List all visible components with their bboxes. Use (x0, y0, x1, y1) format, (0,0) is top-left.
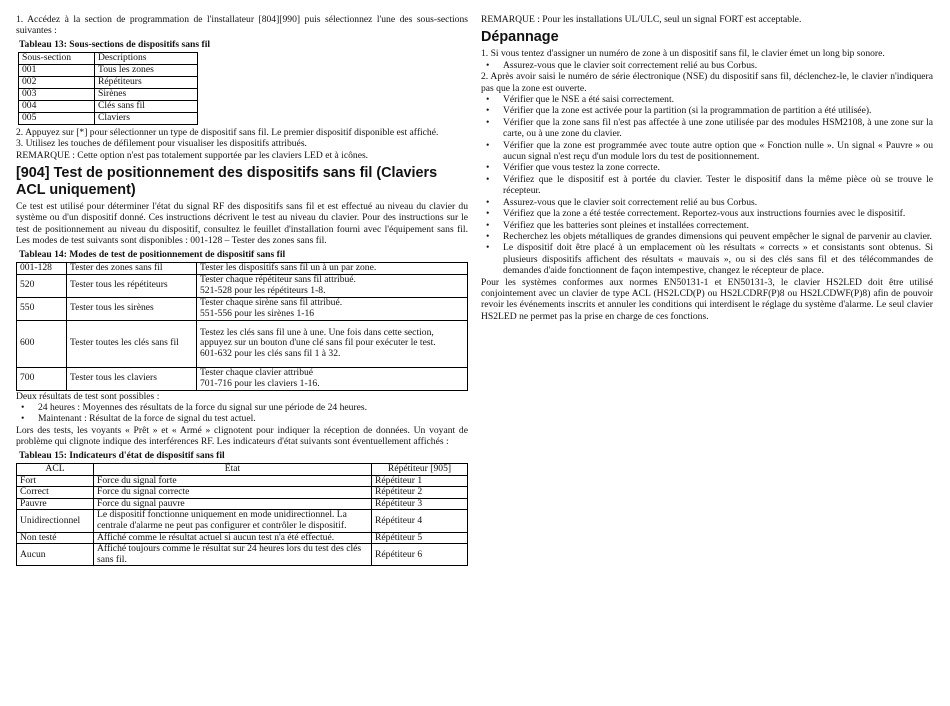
table-cell: Force du signal correcte (94, 487, 372, 499)
list-item: • Vérifiez que les batteries sont pleines et installées correctement. (481, 220, 933, 231)
table-cell: Affiché toujours comme le résultat sur 24 heures lors du test des clés sans fil. (94, 544, 372, 566)
table-cell: Tester des zones sans fil (67, 263, 197, 275)
list-item: • 24 heures : Moyennes des résultats de la force du signal sur une période de 24 heures. (16, 402, 468, 413)
step-3: 3. Utilisez les touches de défilement pour visualiser les dispositifs attribués. (16, 138, 307, 150)
section-heading-troubleshooting: Dépannage (481, 29, 559, 46)
remark-ul: REMARQUE : Pour les installations UL/ULC, seul un signal FORT est acceptable. (481, 14, 802, 25)
list-item: • Vérifier que la zone est programmée avec toute autre option que « Fonction nulle ». Un signal « Pauvre » ou aucun signal n'est reçu d'un module lors du test de positionnement. (481, 140, 933, 163)
table-row (17, 498, 468, 510)
trouble-step-1: 1. Si vous tentez d'assigner un numéro de zone à un dispositif sans fil, le clavier émet un long bip sonore. (481, 48, 885, 60)
table-cell: Tous les zones (95, 64, 198, 76)
results-intro: Deux résultats de test sont possibles : (16, 390, 160, 402)
table-cell: Répétiteur 2 (372, 487, 468, 499)
table14 (16, 262, 468, 391)
table-cell: 600 (17, 320, 67, 367)
table15-header-acl: ACL (17, 464, 94, 476)
table-row (17, 510, 468, 532)
table-cell: 003 (19, 88, 95, 100)
list-item: • Vérifier que vous testez la zone correcte. (481, 162, 933, 173)
remark-led: REMARQUE : Cette option n'est pas totalement supportée par les claviers LED et à icônes. (16, 149, 369, 161)
table15-header-repeater: Répétiteur [905] (372, 464, 468, 476)
table-row (17, 274, 468, 297)
table-row (19, 76, 198, 88)
table-cell: 001 (19, 64, 95, 76)
table-cell: Aucun (17, 544, 94, 566)
list-item: • Le dispositif doit être placé à un emplacement où les résultats « corrects » et consistants sont obtenus. Si plusieurs dispositifs affichent des résultats « mauvais », ou si des clés sans fil et des télécommandes de demandes d'aide fonctionnent de façon intempestive, changez le récepteur de place. (481, 242, 933, 276)
step-2: 2. Appuyez sur [*] pour sélectionner un type de dispositif sans fil. Le premier dispositif disponible est affiché. (16, 126, 439, 138)
table15-body (17, 475, 468, 566)
table-cell: Répétiteur 1 (372, 475, 468, 487)
list-item: • Vérifiez que la zone a été testée correctement. Reportez-vous aux instructions fournies avec le dispositif. (481, 208, 933, 219)
table15 (16, 463, 468, 566)
table15-header-state: État (94, 464, 372, 476)
table-row (17, 367, 468, 390)
table-row (19, 112, 198, 124)
table-cell: 520 (17, 274, 67, 297)
table-cell: 550 (17, 297, 67, 320)
table-cell: Force du signal forte (94, 475, 372, 487)
list-item: • Vérifier que le NSE a été saisi correctement. (481, 94, 933, 105)
table-cell: Répétiteurs (95, 76, 198, 88)
table-row (17, 532, 468, 544)
table-row (19, 88, 198, 100)
intro-step: 1. Accédez à la section de programmation de l'installateur [804][990] puis sélectionnez l'une des sous-sections suivantes : (16, 14, 468, 37)
table-cell: Répétiteur 3 (372, 498, 468, 510)
table-row (19, 100, 198, 112)
list-item: • Assurez-vous que le clavier soit correctement relié au bus Corbus. (481, 197, 933, 208)
table-cell: Clés sans fil (95, 100, 198, 112)
table-cell: 005 (19, 112, 95, 124)
table-cell: Tester chaque clavier attribué 701-716 pour les claviers 1-16. (197, 367, 468, 390)
table14-body (17, 263, 468, 391)
list-item: • Vérifier que la zone sans fil n'est pas affectée à une zone utilisée par des modules HSM2108, à une zone sur la carte, ou à une zone du clavier. (481, 117, 933, 140)
table-cell: Le dispositif fonctionne uniquement en mode unidirectionnel. La centrale d'alarme ne peut pas configurer et contrôler le dispositif. (94, 510, 372, 532)
table-row (17, 320, 468, 367)
table-cell: Tester tous les sirènes (67, 297, 197, 320)
table13-header-descriptions: Descriptions (95, 53, 198, 65)
table14-caption: Tableau 14: Modes de test de positionnement de dispositif sans fil (19, 248, 286, 260)
table-row (17, 544, 468, 566)
table-row (17, 475, 468, 487)
table-cell: Unidirectionnel (17, 510, 94, 532)
right-column (481, 14, 933, 322)
table-cell: Répétiteur 4 (372, 510, 468, 532)
table-cell: Sirènes (95, 88, 198, 100)
list-item: • Assurez-vous que le clavier soit correctement relié au bus Corbus. (481, 60, 933, 71)
table-cell: Répétiteur 6 (372, 544, 468, 566)
table-cell: Testez les clés sans fil une à une. Une fois dans cette section, appuyez sur un bouton d'une clé sans fil pour exécuter le test. 601-632 pour les clés sans fil 1 à 32. (197, 320, 468, 367)
table13-caption: Tableau 13: Sous-sections de dispositifs sans fil (19, 38, 211, 50)
table-cell: Fort (17, 475, 94, 487)
trouble-step-1-list (481, 60, 933, 71)
list-item: • Maintenant : Résultat de la force de signal du test actuel. (16, 413, 468, 424)
table-cell: Tester chaque sirène sans fil attribué. 551-556 pour les sirènes 1-16 (197, 297, 468, 320)
table-row (17, 263, 468, 275)
table-cell: 001-128 (17, 263, 67, 275)
table-cell: Claviers (95, 112, 198, 124)
table-cell: Tester les dispositifs sans fil un à un par zone. (197, 263, 468, 275)
table-cell: Correct (17, 487, 94, 499)
table-cell: Affiché comme le résultat actuel si aucun test n'a été effectué. (94, 532, 372, 544)
results-list (16, 402, 468, 425)
table15-caption: Tableau 15: Indicateurs d'état de dispositif sans fil (19, 449, 225, 461)
table-cell: Force du signal pauvre (94, 498, 372, 510)
trouble-step-2: 2. Après avoir saisi le numéro de série électronique (NSE) du dispositif sans fil, déclenchez-le, le clavier n'indiquera pas que la zone est ouverte. (481, 71, 933, 94)
table-row (17, 487, 468, 499)
table13-header-subsection: Sous-section (19, 53, 95, 65)
trouble-step-2-list (481, 94, 933, 277)
en50131-paragraph: Pour les systèmes conformes aux normes EN50131-1 et EN50131-3, le clavier HS2LED doit être utilisé conjointement avec un clavier de type ACL (HS2LCD(P) ou HS2LCDRF(P)8 ou HS2LCDWF(P)8) afin de pouvoir revoir les événements inscrits et annuler les conditions qui interdisent le réglage du système d'alarme. Le seul clavier HS2LED ne permet pas la prise en charge de ces fonctions. (481, 276, 933, 322)
table-cell: Répétiteur 5 (372, 532, 468, 544)
list-item: • Vérifier que la zone est activée pour la partition (si la programmation de partition a été utilisée). (481, 105, 933, 116)
table-cell: 002 (19, 76, 95, 88)
list-item: • Vérifiez que le dispositif est à portée du clavier. Tester le dispositif dans la même pièce où se trouve le récepteur. (481, 174, 933, 197)
table-cell: 700 (17, 367, 67, 390)
left-column (16, 14, 468, 566)
leds-paragraph: Lors des tests, les voyants « Prêt » et « Armé » clignotent pour indiquer la réception de données. Un voyant de problème qui clignote indique des interférences RF. Les indicateurs d'état suivants sont éventuellement affichés : (16, 424, 468, 448)
section-heading-904: [904] Test de positionnement des dispositifs sans fil (Claviers ACL uniquement) (16, 165, 438, 199)
table-cell: Pauvre (17, 498, 94, 510)
table-cell: Tester chaque répétiteur sans fil attribué. 521-528 pour les répétiteurs 1-8. (197, 274, 468, 297)
table-row (19, 64, 198, 76)
section-904-paragraph: Ce test est utilisé pour déterminer l'état du signal RF des dispositifs sans fil et est effectué au niveau du clavier du système ou d'un dispositif donné. Ces instructions décrivent le test au niveau du clavier. Pour des instructions sur le test de positionnement au niveau du dispositif, consultez le feuillet d'installation fourni avec l'équipement sans fil. Les modes de test suivants sont disponibles : 001-128 – Tester des zones sans fil. (16, 201, 468, 247)
list-item: • Recherchez les objets métalliques de grandes dimensions qui peuvent empêcher le signal de parvenir au clavier. (481, 231, 933, 242)
table-cell: Non testé (17, 532, 94, 544)
table-cell: 004 (19, 100, 95, 112)
table-row (17, 297, 468, 320)
table13 (18, 52, 198, 125)
table-cell: Tester tous les répétiteurs (67, 274, 197, 297)
table-cell: Tester toutes les clés sans fil (67, 320, 197, 367)
table-cell: Tester tous les claviers (67, 367, 197, 390)
